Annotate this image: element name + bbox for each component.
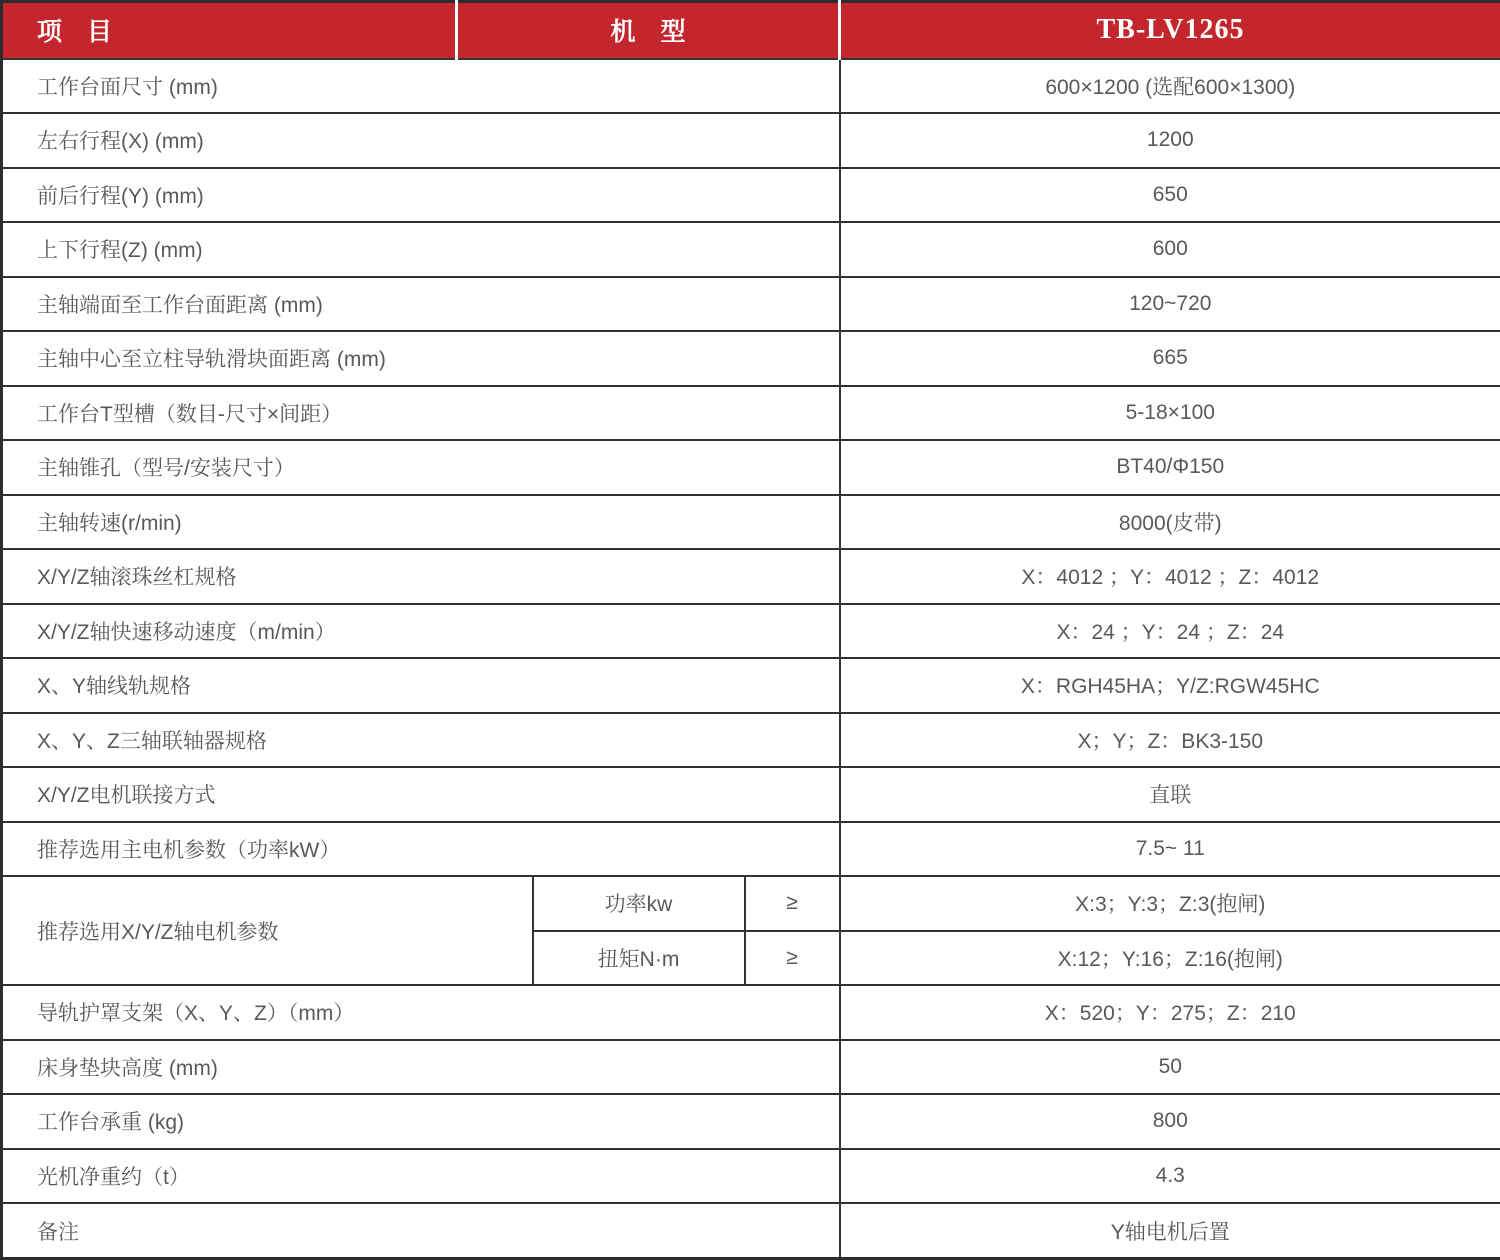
spec-value: X：RGH45HA；Y/Z:RGW45HC [840,658,1500,713]
table-row [2,168,1500,223]
spec-value: 665 [840,331,1500,386]
spec-value: X：520；Y：275；Z：210 [840,985,1500,1040]
table-row [2,59,1500,114]
spec-label: 左右行程(X) (mm) [2,113,840,168]
motor-param-operator: ≥ [745,931,840,986]
table-row [2,495,1500,550]
spec-label: 上下行程(Z) (mm) [2,222,840,277]
header-model-column: 机 型 [457,2,840,59]
spec-value: BT40/Φ150 [840,440,1500,495]
spec-label: 工作台承重 (kg) [2,1094,840,1149]
spec-label: 光机净重约（t） [2,1149,840,1204]
spec-label: 推荐选用X/Y/Z轴电机参数 [2,876,533,985]
spec-value: X：24 ；Y：24 ；Z：24 [840,604,1500,659]
spec-value: X：4012 ；Y：4012 ；Z：4012 [840,549,1500,604]
spec-label: 主轴端面至工作台面距离 (mm) [2,277,840,332]
spec-value: 650 [840,168,1500,223]
spec-label: 主轴中心至立柱导轨滑块面距离 (mm) [2,331,840,386]
spec-value: 600×1200 (选配600×1300) [840,59,1500,114]
spec-value: 50 [840,1040,1500,1095]
motor-param-operator: ≥ [745,876,840,931]
table-row [2,1040,1500,1095]
table-row [2,386,1500,441]
table-row [2,658,1500,713]
spec-label: X、Y轴线轨规格 [2,658,840,713]
spec-value: 1200 [840,113,1500,168]
spec-label: X/Y/Z电机联接方式 [2,767,840,822]
spec-label: 主轴锥孔（型号/安装尺寸） [2,440,840,495]
table-row [2,440,1500,495]
spec-value: 7.5~ 11 [840,822,1500,877]
table-row [2,277,1500,332]
spec-label: X/Y/Z轴快速移动速度（m/min） [2,604,840,659]
table-row [2,604,1500,659]
spec-value: Y轴电机后置 [840,1203,1500,1259]
spec-value: 600 [840,222,1500,277]
spec-label: X、Y、Z三轴联轴器规格 [2,713,840,768]
header-model-name: TB-LV1265 [840,2,1500,59]
table-row [2,549,1500,604]
table-row [2,1094,1500,1149]
table-row [2,331,1500,386]
spec-value: X:3；Y:3；Z:3(抱闸) [840,876,1500,931]
spec-value: X:12；Y:16；Z:16(抱闸) [840,931,1500,986]
spec-label: X/Y/Z轴滚珠丝杠规格 [2,549,840,604]
spec-value: 800 [840,1094,1500,1149]
table-row [2,713,1500,768]
spec-label: 前后行程(Y) (mm) [2,168,840,223]
header-row [2,2,1500,59]
spec-label: 导轨护罩支架（X、Y、Z）（mm） [2,985,840,1040]
spec-label: 工作台面尺寸 (mm) [2,59,840,114]
motor-param-name: 功率kw [533,876,745,931]
spec-value: 4.3 [840,1149,1500,1204]
spec-label: 工作台T型槽（数目-尺寸×间距） [2,386,840,441]
spec-value: 5-18×100 [840,386,1500,441]
spec-label: 备注 [2,1203,840,1259]
table-row [2,985,1500,1040]
table-row [2,767,1500,822]
spec-label: 主轴转速(r/min) [2,495,840,550]
motor-param-name: 扭矩N·m [533,931,745,986]
spec-label: 床身垫块高度 (mm) [2,1040,840,1095]
spec-value: 直联 [840,767,1500,822]
table-row [2,822,1500,877]
spec-value: 8000(皮带) [840,495,1500,550]
table-row [2,1203,1500,1259]
header-item-column: 项 目 [2,2,457,59]
table-row [2,113,1500,168]
table-row [2,1149,1500,1204]
spec-value: 120~720 [840,277,1500,332]
spec-value: X；Y；Z：BK3-150 [840,713,1500,768]
spec-label: 推荐选用主电机参数（功率kW） [2,822,840,877]
table-row [2,222,1500,277]
table-row-motor-power [2,876,1500,931]
